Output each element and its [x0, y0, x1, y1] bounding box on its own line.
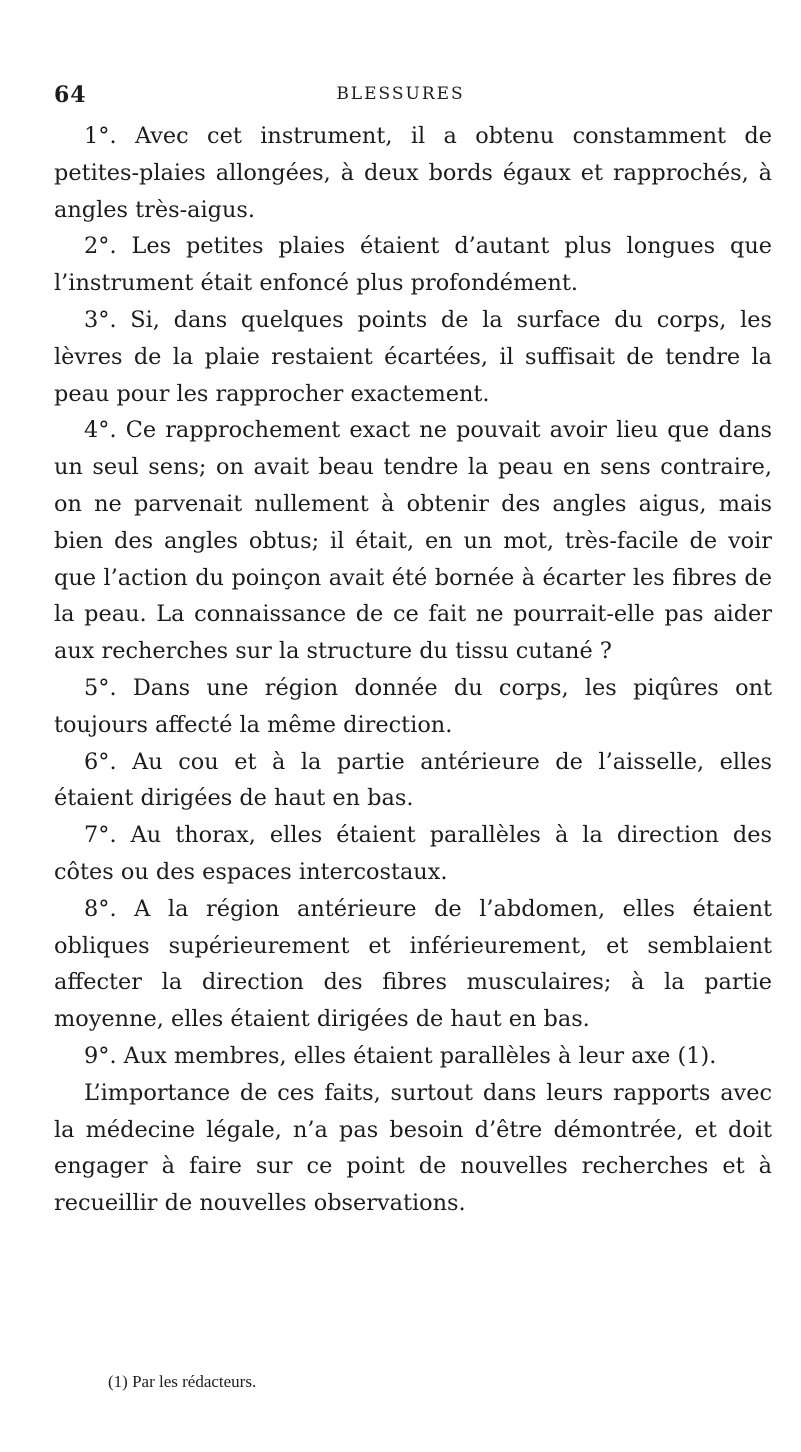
paragraph-1: 1°. Avec cet instrument, il a obtenu constamment de petites-plaies allongées, à deux bords égaux et rapprochés, à angles très-aigus. — [54, 123, 772, 223]
running-head: BLESSURES — [336, 84, 465, 104]
paragraph-3: 3°. Si, dans quelques points de la surface du corps, les lèvres de la plaie restaient écartées, il suffisait de tendre la peau pour les rapprocher exactement. — [54, 306, 772, 407]
paragraph-7: 7°. Au thorax, elles étaient parallèles à la direction des côtes ou des espaces intercostaux. — [54, 822, 772, 885]
paragraph-10: L’importance de ces faits, surtout dans leurs rapports avec la médecine légale, n’a pas besoin d’être démontrée, et doit engager à faire sur ce point de nouvelles recherches et à recueillir de nouvelles observations. — [54, 1079, 772, 1217]
page-number: 64 — [54, 82, 87, 108]
paragraph-9: 9°. Aux membres, elles étaient parallèles à leur axe (1). — [84, 1042, 717, 1069]
paragraph-5: 5°. Dans une région donnée du corps, les piqûres ont toujours affecté la même direction. — [54, 674, 772, 738]
paragraph-6: 6°. Au cou et à la partie antérieure de l’aisselle, elles étaient dirigées de haut en bas. — [54, 748, 772, 812]
footnote: (1) Par les rédacteurs. — [108, 1372, 257, 1391]
paragraph-2: 2°. Les petites plaies étaient d’autant plus longues que l’instrument était enfoncé plus profondément. — [54, 233, 772, 297]
paragraph-4: 4°. Ce rapprochement exact ne pouvait avoir lieu que dans un seul sens; on avait beau tendre la peau en sens contraire, on ne parvenait nullement à obtenir des angles aigus, mais bien des angles obtus; il était, en un mot, très-facile de voir que l’action du poinçon avait été bornée à écarter les fibres de la peau. La connaissance de ce fait ne pourrait-elle pas aider aux recherches sur la structure du tissu cutané ? — [54, 417, 772, 665]
body-text — [54, 118, 772, 1222]
page-header — [0, 82, 801, 112]
paragraph-8: 8°. A la région antérieure de l’abdomen, elles étaient obliques supérieurement et inférieurement, et semblaient affecter la direction des fibres musculaires; à la partie moyenne, elles étaient dirigées de haut en bas. — [54, 895, 772, 1033]
